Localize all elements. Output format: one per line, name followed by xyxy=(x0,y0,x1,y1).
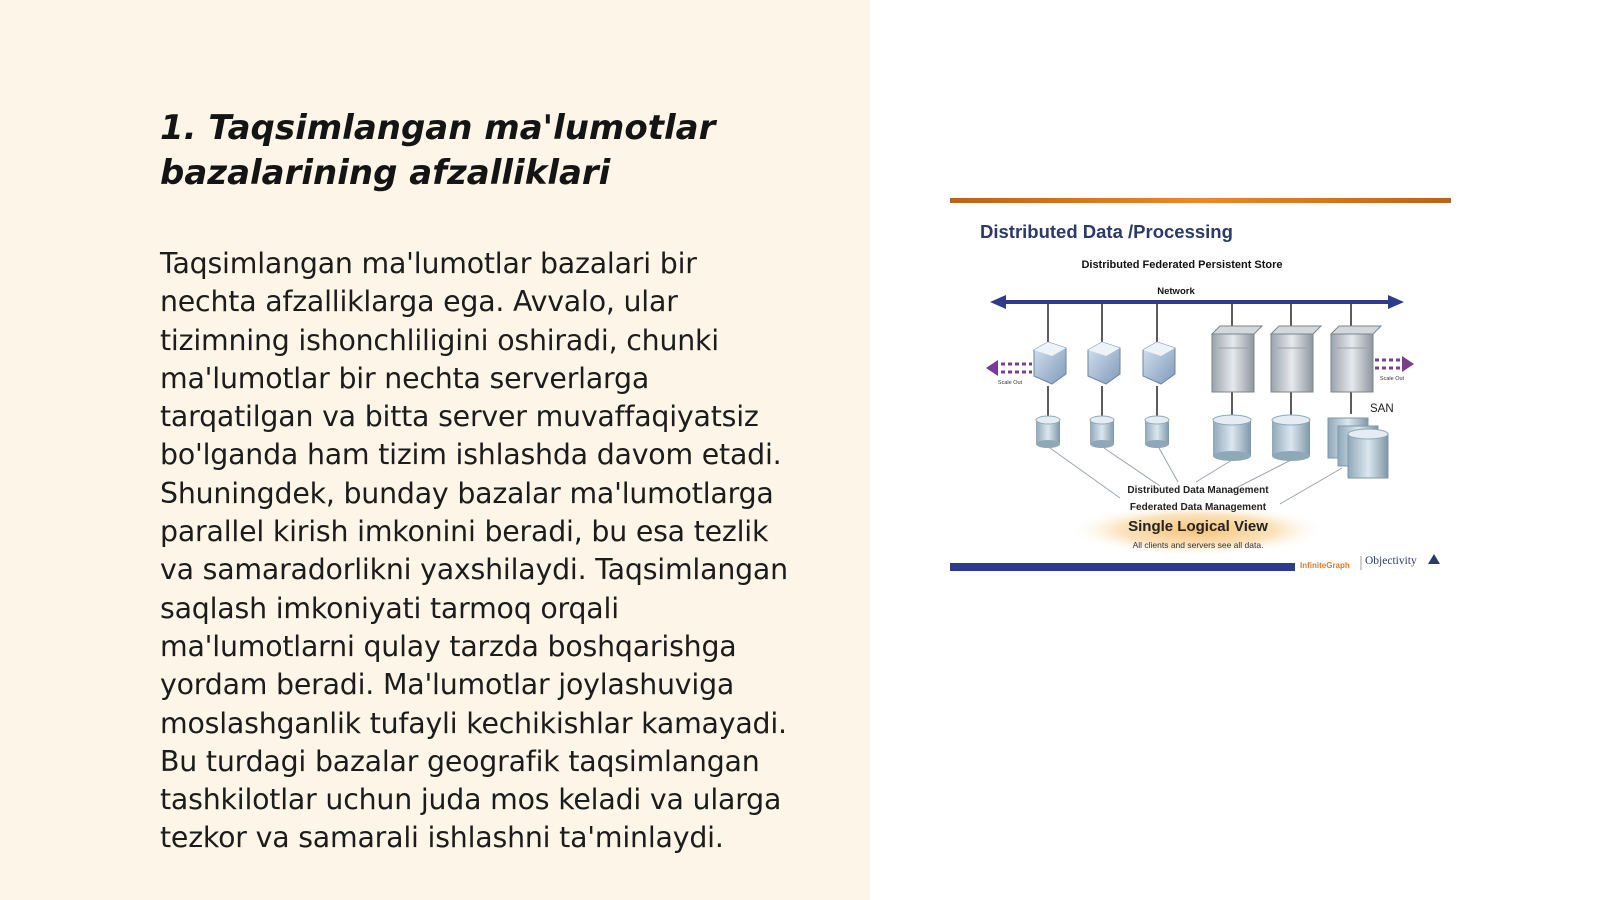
cube-server-3 xyxy=(1143,342,1175,384)
top-accent-bar xyxy=(950,198,1451,203)
objectivity-triangle-icon xyxy=(1428,554,1440,564)
cube-server-2 xyxy=(1088,342,1120,384)
management-line-2: Federated Data Management xyxy=(1129,502,1267,513)
cube-server-1 xyxy=(1034,342,1066,384)
footer-logo-objectivity: Objectivity xyxy=(1365,555,1417,567)
scale-out-left-label: Scale Out xyxy=(997,380,1023,386)
single-logical-view-caption: All clients and servers see all data. xyxy=(1132,540,1264,550)
disk-2 xyxy=(1090,416,1114,448)
scale-out-right-arrow xyxy=(1368,356,1414,372)
disk-1 xyxy=(1036,416,1060,448)
distributed-data-diagram xyxy=(950,198,1451,575)
network-label: Network xyxy=(1157,286,1195,297)
scale-out-right-label: Scale Out xyxy=(1379,376,1405,382)
footer-bar xyxy=(950,563,1295,571)
network-arrow xyxy=(990,295,1404,309)
disk-5 xyxy=(1272,415,1310,461)
figure-subtitle: Distributed Federated Persistent Store xyxy=(1081,259,1283,271)
footer-logo-infinitegraph: InfiniteGraph xyxy=(1300,561,1350,570)
management-line-1: Distributed Data Management xyxy=(1127,485,1269,496)
figure-title: Distributed Data /Processing xyxy=(980,221,1233,242)
san-label: SAN xyxy=(1370,403,1394,415)
slide-title: 1. Taqsimlangan ma'lumotlar bazalarining afzalliklari xyxy=(160,108,716,193)
tower-server-1 xyxy=(1212,326,1262,392)
single-logical-view-title: Single Logical View xyxy=(1128,518,1268,535)
tower-server-2 xyxy=(1271,326,1321,392)
disk-3 xyxy=(1145,416,1169,448)
slide-body-text: Taqsimlangan ma'lumotlar bazalari bir nechta afzalliklarga ega. Avvalo, ular tizimning ishonchliligini oshiradi, chunki ma'lumotlar bir nechta serverlarga tarqatilgan va bitta server muvaffaqiyatsiz bo'lganda ham tizim ishlashda davom etadi. Shuningdek, bunday bazalar ma'lumotlarga parallel kirish imkonini beradi, bu esa tezlik va samaradorlikni yaxshilaydi. Taqsimlangan saqlash imkoniyati tarmoq orqali ma'lumotlarni qulay tarzda boshqarishga yordam beradi. Ma'lumotlar joylashuviga moslashganlik tufayli kechikishlar kamayadi. Bu turdagi bazalar geografik taqsimlangan tashkilotlar uchun juda mos keladi va ularga tezkor va samarali ishlashni ta'minlaydi. xyxy=(160,247,788,855)
disk-4 xyxy=(1213,415,1251,461)
scale-out-left-arrow xyxy=(986,360,1032,376)
tower-server-3 xyxy=(1331,326,1381,392)
san-disk-array xyxy=(1328,418,1388,478)
